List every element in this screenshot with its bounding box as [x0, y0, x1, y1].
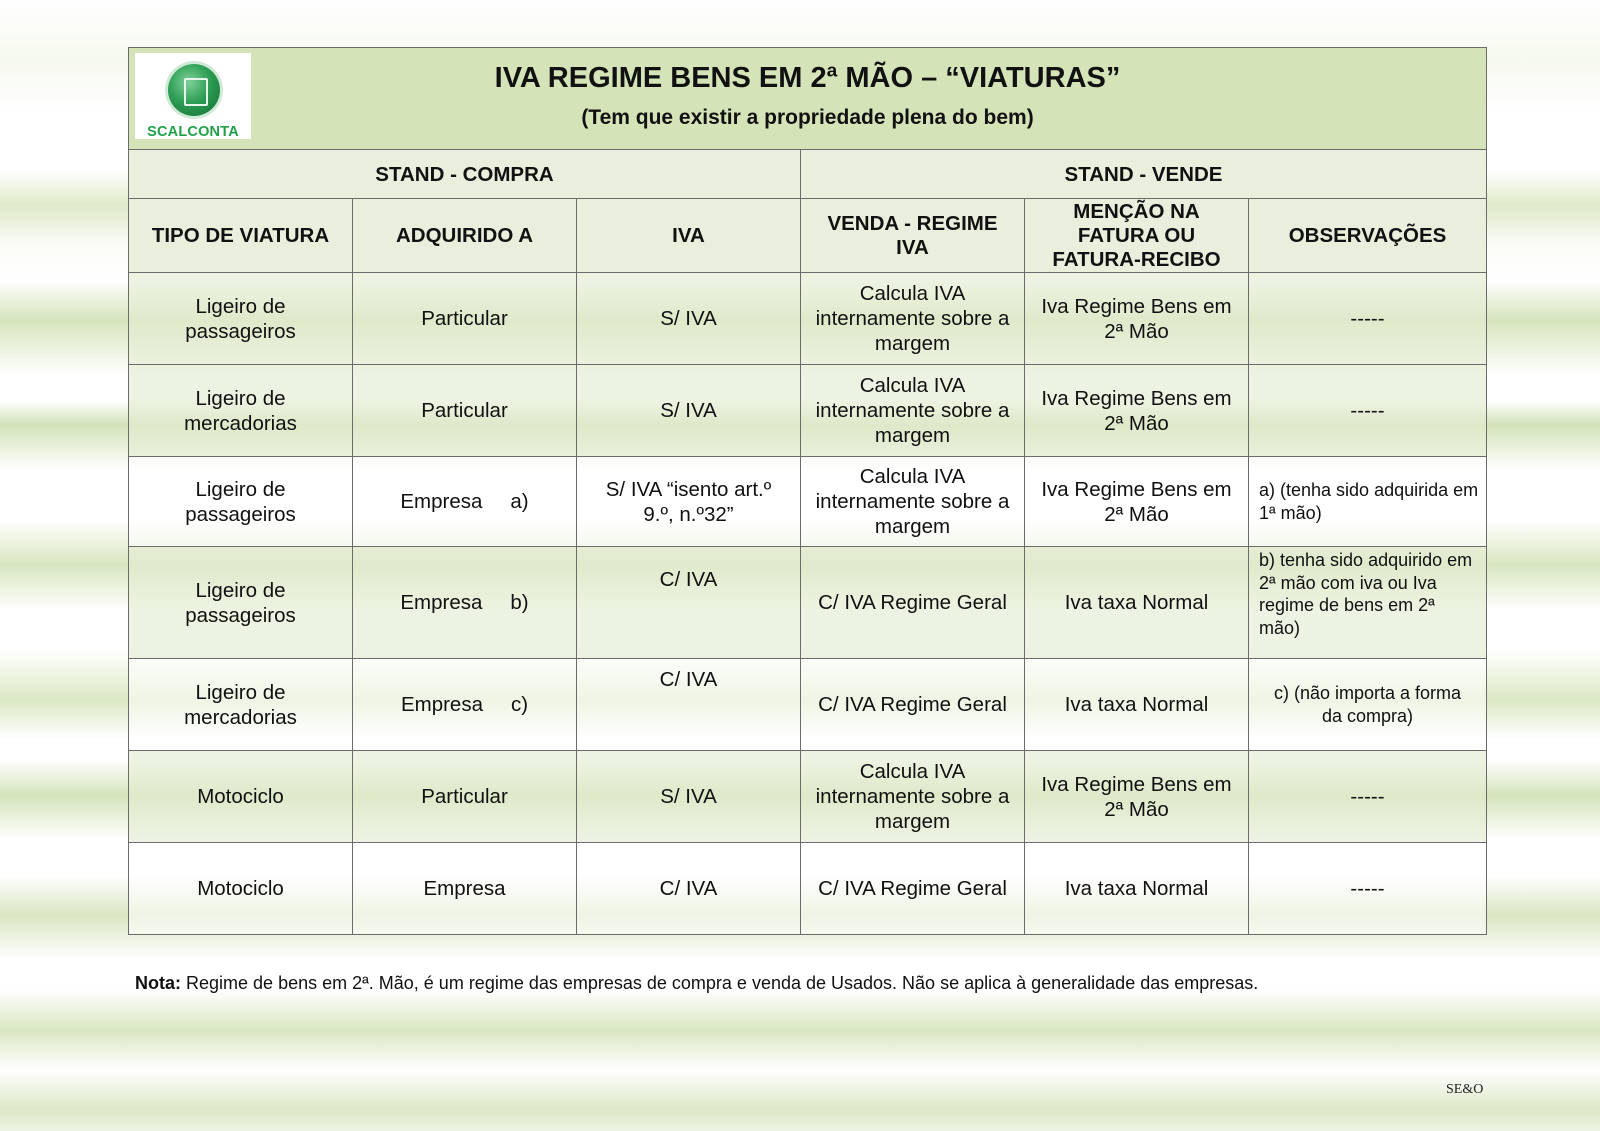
page-title: IVA REGIME BENS EM 2ª MÃO – “VIATURAS” [494, 61, 1121, 94]
cell-adquirido-mark: a) [510, 490, 529, 513]
cell-adquirido-text: Particular [421, 399, 508, 422]
table-row [129, 273, 1487, 365]
cell-adquirido-text: Empresa [423, 877, 506, 900]
cell-mencao: Iva taxa Normal [1025, 843, 1249, 935]
cell-adquirido [353, 751, 577, 843]
cell-iva: S/ IVA [577, 273, 801, 365]
cell-venda: C/ IVA Regime Geral [801, 547, 1025, 659]
footer-tag: SE&O [1446, 1082, 1484, 1097]
column-header-tipo: TIPO DE VIATURA [129, 199, 353, 273]
cell-tipo: Ligeiro de passageiros [129, 273, 353, 365]
footnote-label: Nota: [135, 973, 181, 993]
cell-adquirido [353, 365, 577, 457]
cell-mencao: Iva Regime Bens em 2ª Mão [1025, 273, 1249, 365]
cell-venda: Calcula IVA internamente sobre a margem [801, 273, 1025, 365]
cell-venda: Calcula IVA internamente sobre a margem [801, 457, 1025, 547]
table-row [129, 547, 1487, 659]
logo-text: SCALCONTA [147, 124, 239, 140]
cell-venda: Calcula IVA internamente sobre a margem [801, 365, 1025, 457]
scalconta-logo [135, 53, 251, 139]
cell-adquirido [353, 659, 577, 751]
cell-iva: S/ IVA [577, 365, 801, 457]
cell-observacoes: c) (não importa a forma da compra) [1249, 659, 1487, 751]
cell-tipo: Ligeiro de passageiros [129, 547, 353, 659]
cell-observacoes: ----- [1249, 273, 1487, 365]
column-header-iva: IVA [577, 199, 801, 273]
cell-iva: S/ IVA “isento art.º 9.º, n.º32” [577, 457, 801, 547]
cell-adquirido [353, 273, 577, 365]
cell-iva: S/ IVA [577, 751, 801, 843]
cell-tipo: Ligeiro de mercadorias [129, 659, 353, 751]
column-header-mencao: MENÇÃO NA FATURA OU FATURA-RECIBO [1025, 199, 1249, 273]
cell-observacoes: a) (tenha sido adquirida em 1ª mão) [1249, 457, 1487, 547]
cell-adquirido-mark: c) [510, 693, 529, 716]
cell-adquirido-text: Empresa [400, 591, 483, 614]
iva-regime-table [128, 47, 1487, 935]
cell-observacoes: ----- [1249, 751, 1487, 843]
cell-adquirido-text: Empresa [400, 490, 483, 513]
cell-observacoes: ----- [1249, 365, 1487, 457]
cell-iva: C/ IVA [577, 843, 801, 935]
cell-mencao: Iva Regime Bens em 2ª Mão [1025, 751, 1249, 843]
cell-adquirido [353, 843, 577, 935]
cell-observacoes: b) tenha sido adquirido em 2ª mão com iva ou Iva regime de bens em 2ª mão) [1249, 547, 1487, 659]
cell-venda: Calcula IVA internamente sobre a margem [801, 751, 1025, 843]
cell-tipo: Ligeiro de mercadorias [129, 365, 353, 457]
cell-venda: C/ IVA Regime Geral [801, 659, 1025, 751]
title-banner [129, 48, 1487, 150]
cell-adquirido-text: Empresa [400, 693, 483, 716]
cell-adquirido [353, 547, 577, 659]
cell-mencao: Iva taxa Normal [1025, 659, 1249, 751]
cell-tipo: Motociclo [129, 843, 353, 935]
cell-mencao: Iva Regime Bens em 2ª Mão [1025, 365, 1249, 457]
column-header-adquirido: ADQUIRIDO A [353, 199, 577, 273]
footnote-text: Regime de bens em 2ª. Mão, é um regime das empresas de compra e venda de Usados. Não se aplica à generalidade das empresas. [186, 973, 1259, 993]
table-row [129, 365, 1487, 457]
column-header-observacoes: OBSERVAÇÕES [1249, 199, 1487, 273]
cell-mencao: Iva Regime Bens em 2ª Mão [1025, 457, 1249, 547]
table-row [129, 751, 1487, 843]
section-header-vende: STAND - VENDE [801, 150, 1487, 199]
cell-adquirido-mark: b) [510, 591, 529, 614]
cell-observacoes: ----- [1249, 843, 1487, 935]
footnote [135, 972, 1258, 994]
cell-mencao: Iva taxa Normal [1025, 547, 1249, 659]
section-header-compra: STAND - COMPRA [129, 150, 801, 199]
cell-iva: C/ IVA [577, 659, 801, 751]
table-row [129, 457, 1487, 547]
cell-tipo: Ligeiro de passageiros [129, 457, 353, 547]
cell-tipo: Motociclo [129, 751, 353, 843]
cell-adquirido [353, 457, 577, 547]
cell-venda: C/ IVA Regime Geral [801, 843, 1025, 935]
cell-adquirido-text: Particular [421, 307, 508, 330]
table-row [129, 843, 1487, 935]
cell-adquirido-text: Particular [421, 785, 508, 808]
logo-document-icon [184, 78, 208, 106]
cell-iva: C/ IVA [577, 547, 801, 659]
table-row [129, 659, 1487, 751]
column-header-venda: VENDA - REGIME IVA [801, 199, 1025, 273]
page-subtitle: (Tem que existir a propriedade plena do bem) [581, 105, 1034, 129]
